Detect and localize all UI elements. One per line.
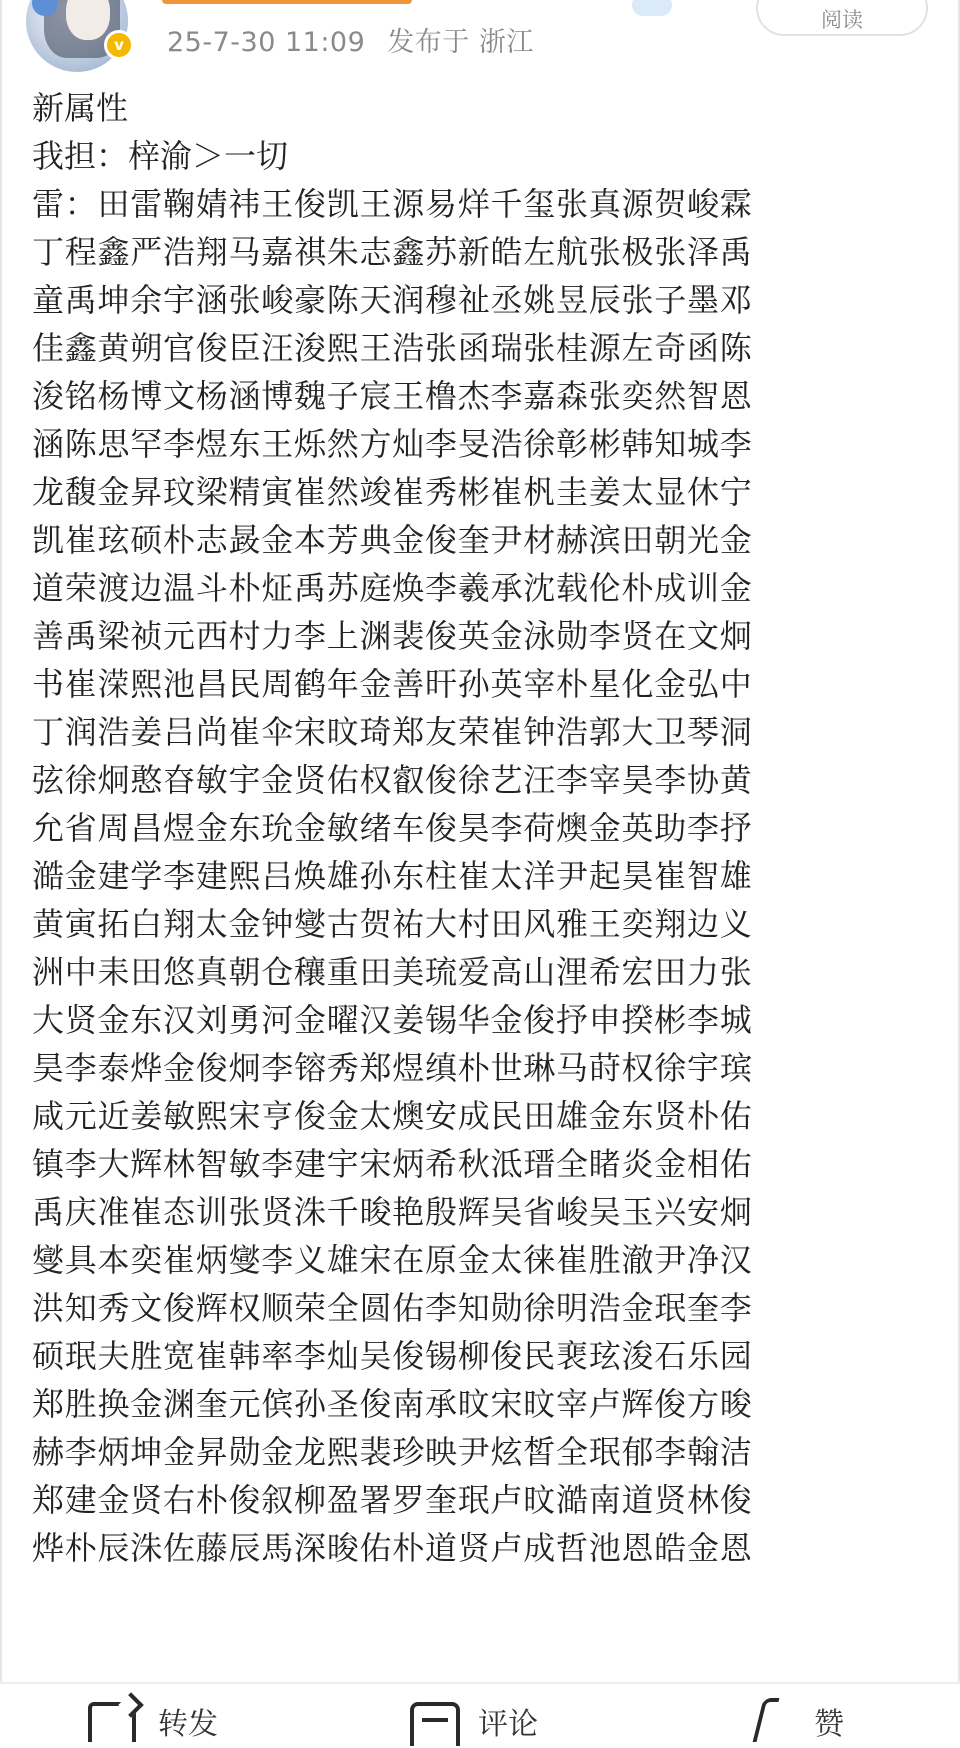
post-line: 郑胜换金渊奎元傧孙圣俊南承旼宋旼宰卢辉俊方晙 bbox=[32, 1385, 753, 1423]
share-label: 转发 bbox=[158, 1707, 218, 1742]
post-line: 新属性 bbox=[32, 89, 129, 127]
post-line: 洲中耒田悠真朝仓穰重田美琉爱高山浬希宏田力张 bbox=[32, 953, 753, 991]
post-line: 童禹坤余宇涵张峻豪陈天润穆祉丞姚昱辰张子墨邓 bbox=[32, 281, 753, 319]
post-line: 丁润浩姜吕尚崔伞宋旼琦郑友荣崔钟浩郭大卫琴洞 bbox=[32, 713, 753, 751]
post-line: 佳鑫黄朔官俊臣汪浚熙王浩张函瑞张桂源左奇函陈 bbox=[32, 329, 753, 367]
post-line: 镇李大辉林智敏李建宇宋炳希秋泜瑨全睹炎金相佑 bbox=[32, 1145, 753, 1183]
read-count-button[interactable] bbox=[756, 0, 928, 36]
post-line: 黄寅拓白翔太金钟燮古贺祐大村田风雅王奕翔边义 bbox=[32, 905, 753, 943]
post-line: 书崔溁熙池昌民周鹤年金善旰孙英宰朴星化金弘中 bbox=[32, 665, 753, 703]
like-label: 赞 bbox=[814, 1707, 844, 1742]
post-body bbox=[32, 84, 932, 1576]
post-line: 丁程鑫严浩翔马嘉祺朱志鑫苏新皓左航张极张泽禹 bbox=[32, 233, 753, 271]
like-button[interactable] bbox=[740, 1692, 844, 1742]
post-meta bbox=[167, 20, 534, 59]
cloud-decoration-icon bbox=[632, 0, 672, 16]
post-line: 凯崔玹硕朴志晸金本芳典金俊奎尹材赫滨田朝光金 bbox=[32, 521, 753, 559]
post-timestamp: 25-7-30 11:09 bbox=[167, 27, 366, 58]
post-line: 龙馥金昇玟梁精寅崔然竣崔秀彬崔杋圭姜太显休宁 bbox=[32, 473, 753, 511]
like-icon bbox=[740, 1692, 800, 1738]
post-line: 郑建金贤右朴俊叙柳盈署罗奎珉卢旼澔南道贤林俊 bbox=[32, 1481, 753, 1519]
post-line: 大贤金东汉刘勇河金曜汉姜锡华金俊抒申揆彬李城 bbox=[32, 1001, 753, 1039]
share-icon bbox=[84, 1692, 144, 1738]
post-line-clipped bbox=[32, 1524, 932, 1576]
post-line: 禹庆准崔态训张贤洙千晙艳殷辉吴省峻吴玉兴安炯 bbox=[32, 1193, 753, 1231]
post-line: 洪知秀文俊辉权顺荣全圆佑李知勋徐明浩金珉奎李 bbox=[32, 1289, 753, 1327]
username-clipped[interactable] bbox=[162, 0, 412, 4]
post-line: 咸元近姜敏熙宋亨俊金太燠安成民田雄金东贤朴佑 bbox=[32, 1097, 753, 1135]
comment-icon bbox=[404, 1692, 464, 1738]
post-line: 我担：梓渝＞一切 bbox=[32, 137, 289, 175]
post-header bbox=[0, 0, 960, 80]
post-line: 澔金建学李建熙吕焕雄孙东柱崔太洋尹起昊崔智雄 bbox=[32, 857, 753, 895]
post-line: 燮具本奕崔炳燮李义雄宋在原金太徕崔胜澈尹净汉 bbox=[32, 1241, 753, 1279]
post-line: 雷：田雷鞠婧祎王俊凯王源易烊千玺张真源贺峻霖 bbox=[32, 185, 753, 223]
post-line: 赫李炳坤金昇勋金龙熙裴珍映尹炫皙全珉郁李翰洁 bbox=[32, 1433, 753, 1471]
post-line: 涵陈思罕李煜东王烁然方灿李旻浩徐彰彬韩知城李 bbox=[32, 425, 753, 463]
comment-label: 评论 bbox=[478, 1707, 538, 1742]
post-location: 发布于 浙江 bbox=[387, 27, 534, 58]
read-label: 阅读 bbox=[821, 8, 863, 32]
post-line: 善禹梁祯元西村力李上渊裴俊英金泳勋李贤在文炯 bbox=[32, 617, 753, 655]
post-line: 道荣渡边温斗朴炡禹苏庭焕李羲承沈载伦朴成训金 bbox=[32, 569, 753, 607]
share-button[interactable] bbox=[84, 1692, 218, 1742]
post-line: 烨朴辰洙佐藤辰馬深晙佑朴道贤卢成哲池恩皓金恩 bbox=[32, 1529, 753, 1567]
post-line: 弦徐炯憨昚敏宇金贤佑权叡俊徐艺汪李宰昊李协黄 bbox=[32, 761, 753, 799]
post-line: 昊李泰烨金俊炯李镕秀郑煜缜朴世琳马莳权徐宇瑸 bbox=[32, 1049, 753, 1087]
action-toolbar bbox=[0, 1684, 960, 1742]
post-line: 浚铭杨博文杨涵博魏子宸王橹杰李嘉森张奕然智恩 bbox=[32, 377, 753, 415]
verified-badge-icon: v bbox=[104, 30, 134, 60]
post-line: 允省周昌煜金东玧金敏绪车俊昊李荷燠金英助李抒 bbox=[32, 809, 753, 847]
post-line: 硕珉夫胜宽崔韩率李灿吴俊锡柳俊民裵玹浚石乐园 bbox=[32, 1337, 753, 1375]
comment-button[interactable] bbox=[404, 1692, 538, 1742]
